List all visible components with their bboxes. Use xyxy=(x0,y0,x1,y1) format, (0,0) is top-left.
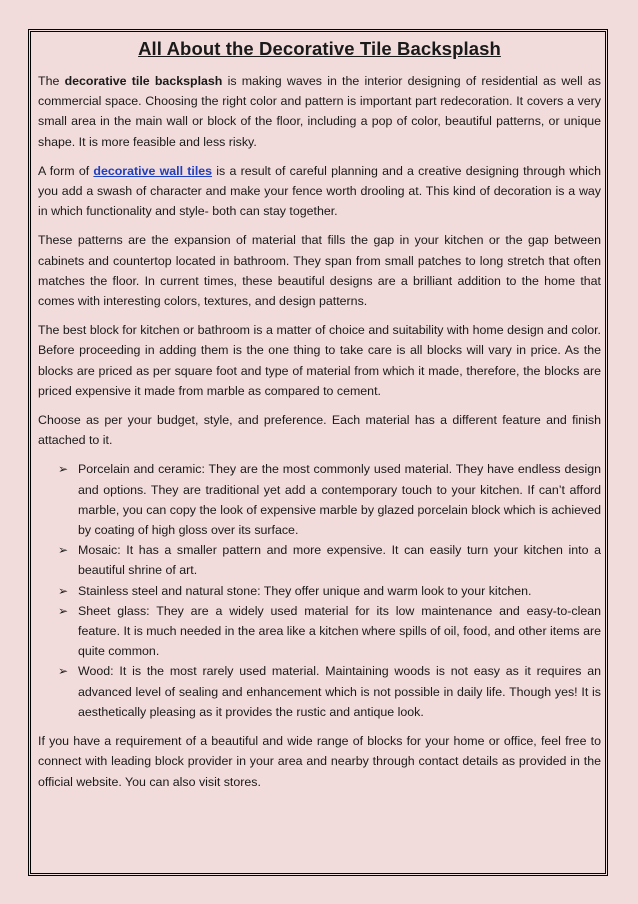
list-item-text: Porcelain and ceramic: They are the most commonly used material. They have endless design and options. They are traditional yet add a contemporary touch to your kitchen. If can’t afford marble, you can copy the look of expensive marble by glazed porcelain block which is achieved by coating of high gloss over its surface. xyxy=(78,462,601,538)
intro-paragraph xyxy=(38,71,601,152)
list-item xyxy=(38,581,601,601)
arrow-bullet-icon: ➢ xyxy=(58,462,69,477)
arrow-bullet-icon: ➢ xyxy=(58,664,69,679)
list-item-text: Mosaic: It has a smaller pattern and more expensive. It can easily turn your kitchen into a beautiful shrine of art. xyxy=(78,543,601,578)
para2-before: A form of xyxy=(38,163,94,178)
intro-bold-term: decorative tile backsplash xyxy=(64,74,223,88)
choose-paragraph: Choose as per your budget, style, and preference. Each material has a different feature and finish attached to it. xyxy=(38,413,601,448)
best-block-paragraph: The best block for kitchen or bathroom is a matter of choice and suitability with home design and color. Before proceeding in adding them is the one thing to take care is all blocks will vary in price. As the blocks are priced as per square foot and type of material from which it made, therefore, the blocks are priced expensive it made from marble as compared to cement. xyxy=(38,323,601,398)
arrow-bullet-icon: ➢ xyxy=(58,603,69,618)
list-item xyxy=(38,459,601,540)
list-item xyxy=(38,601,601,662)
arrow-bullet-icon: ➢ xyxy=(58,583,69,598)
document-title: All About the Decorative Tile Backsplash xyxy=(138,38,501,59)
list-item-text: Stainless steel and natural stone: They offer unique and warm look to your kitchen. xyxy=(78,583,532,598)
intro-after: is making waves in the interior designing of residential as well as commercial space. Choosing the right color and pattern is important part redecoration. It covers a very small area in the main wall or block of the floor, including a pop of color, beautiful patterns, or unique shape. It is more feasible and less risky. xyxy=(38,74,601,149)
para2-after: is a result of careful planning and a creative designing through which you add a swash of character and make your fence worth drooling at. This kind of decoration is a way in which functionality and style- both can stay together. xyxy=(38,163,602,219)
arrow-bullet-icon: ➢ xyxy=(58,543,69,558)
closing-paragraph: If you have a requirement of a beautiful and wide range of blocks for your home or office, feel free to connect with leading block provider in your area and nearby through contact details as provided in the official website. You can also visit stores. xyxy=(38,734,601,789)
intro-before: The xyxy=(38,74,65,88)
materials-list xyxy=(38,459,601,722)
list-item-text: Wood: It is the most rarely used material. Maintaining woods is not easy as it requires an advanced level of sealing and enhancement which is not possible in daily life. Though yes! It is aesthetically pleasing as it provides the rustic and antique look. xyxy=(78,664,601,719)
document-body xyxy=(38,36,601,801)
list-item xyxy=(38,661,601,722)
list-item-text: Sheet glass: They are a widely used material for its low maintenance and easy-to-clean feature. It is much needed in the area like a kitchen where spills of oil, food, and other items are quite common. xyxy=(78,603,601,659)
decorative-wall-tiles-link[interactable]: decorative wall tiles xyxy=(93,163,213,178)
patterns-paragraph: These patterns are the expansion of material that fills the gap in your kitchen or the gap between cabinets and countertop located in bathroom. They span from small patches to long stretch that often matches the floor. In current times, these beautiful designs are a brilliant addition to the home that comes with interesting colors, textures, and design patterns. xyxy=(38,233,601,309)
list-item xyxy=(38,540,601,580)
wall-tiles-paragraph xyxy=(38,161,601,222)
